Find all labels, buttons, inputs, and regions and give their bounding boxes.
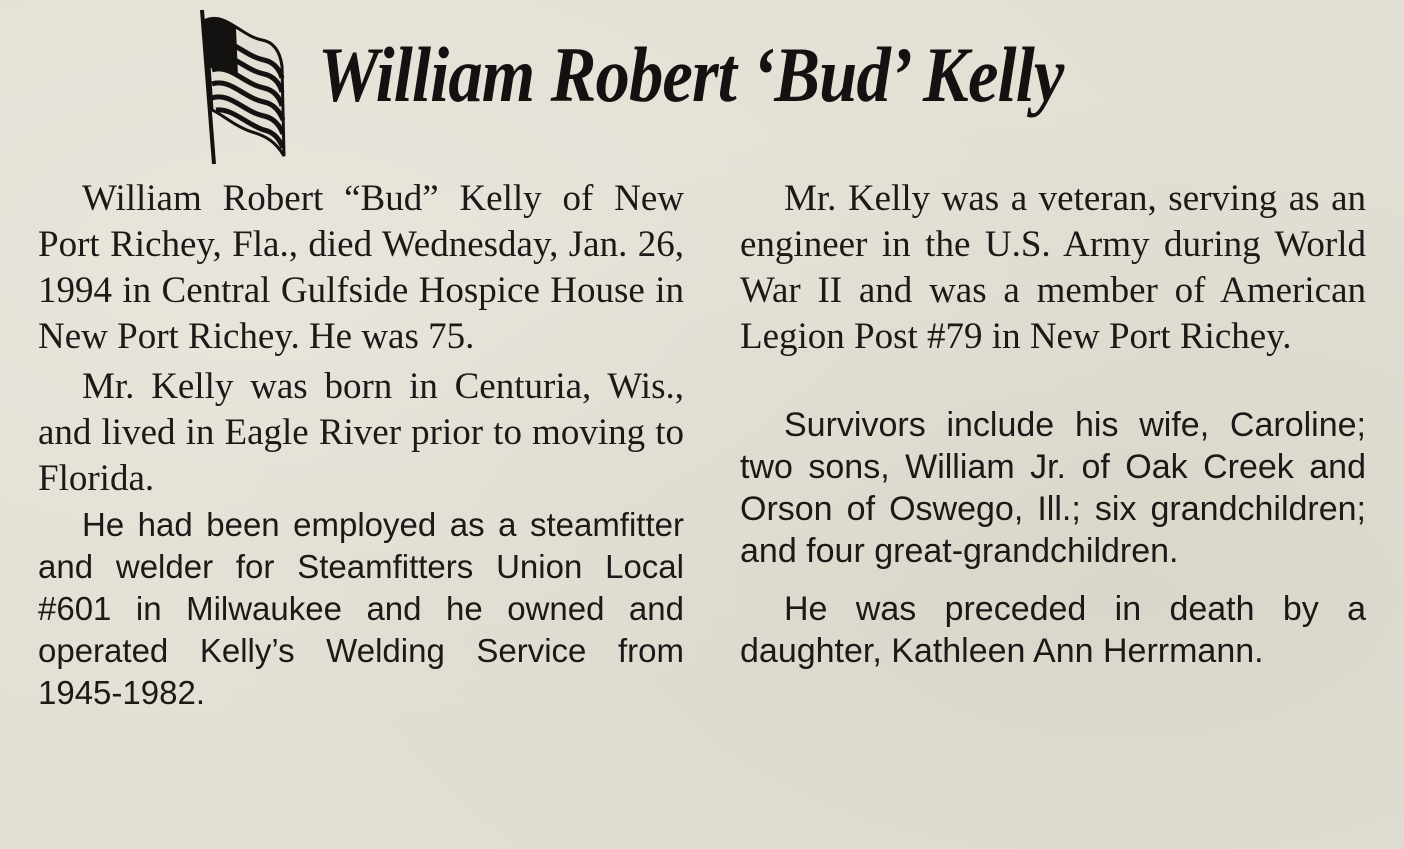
paragraph-military-service: Mr. Kelly was a veteran, serving as an engineer in the U.S. Army during World War II and was a member of American Legion Post #79 in New Port Richey. bbox=[740, 178, 1366, 357]
american-flag-icon bbox=[196, 6, 292, 166]
paragraph-employment: He had been employed as a steamfitter and welder for Steamfitters Union Local #601 in Milwaukee and he owned and operated Kelly’s Welding Service from 1945-1982. bbox=[38, 506, 684, 711]
paragraph-preceded-in-death: He was preceded in death by a daughter, Kathleen Ann Herrmann. bbox=[740, 590, 1366, 670]
obituary-headline: William Robert ‘Bud’ Kelly bbox=[318, 31, 1064, 118]
paragraph-survivors: Survivors include his wife, Caroline; two sons, William Jr. of Oak Creek and Orson of Oswego, Ill.; six grandchildren; and four great-grandchildren. bbox=[740, 406, 1366, 570]
left-column bbox=[38, 176, 684, 714]
paragraph-birthplace: Mr. Kelly was born in Centuria, Wis., and lived in Eagle River prior to moving to Florida. bbox=[38, 366, 684, 499]
right-column bbox=[740, 176, 1366, 672]
paragraph-death-notice: William Robert “Bud” Kelly of New Port Richey, Fla., died Wednesday, Jan. 26, 1994 in Central Gulfside Hospice House in New Port Richey. He was 75. bbox=[38, 178, 684, 357]
